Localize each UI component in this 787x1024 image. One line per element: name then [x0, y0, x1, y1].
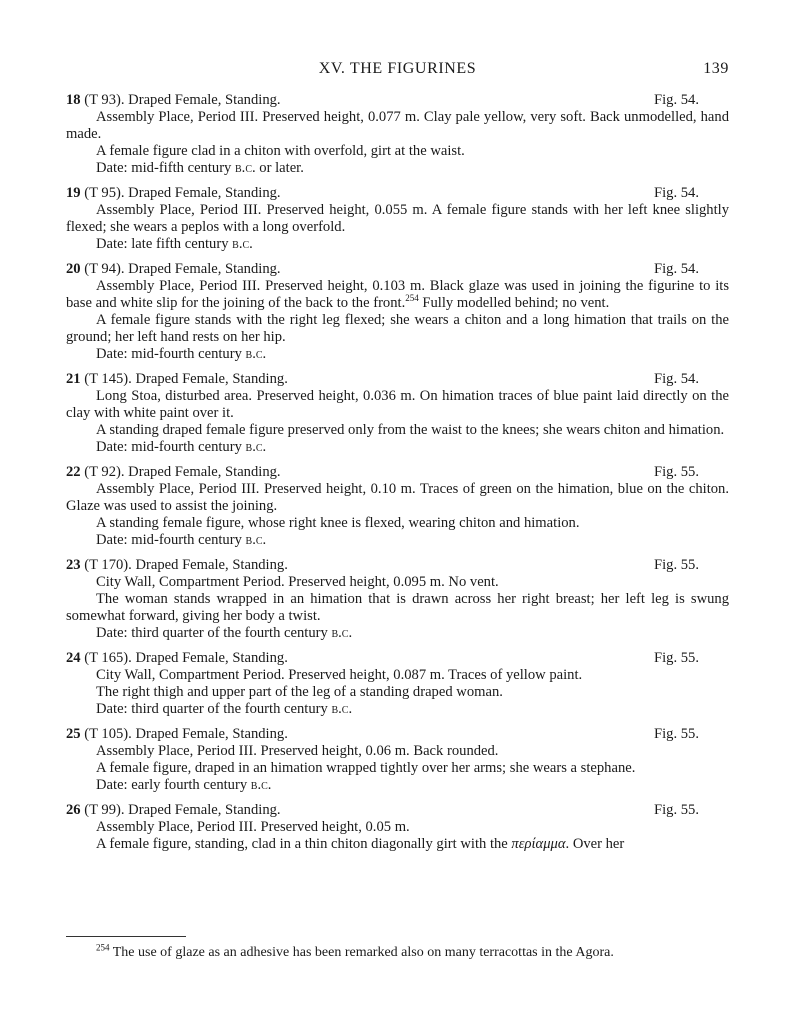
date-line [66, 236, 729, 253]
entry-heading [66, 802, 729, 819]
entry-heading [66, 261, 729, 278]
figure-reference: Fig. 54. [653, 92, 699, 108]
description: Long Stoa, disturbed area. Preserved height, 0.036 m. On himation traces of blue paint laid directly on the clay with white paint over it. [66, 388, 729, 421]
entry-number: 23 [66, 557, 81, 573]
catalogue-id: (T 93). [84, 92, 125, 108]
entry-title: Draped Female, Standing. [135, 557, 288, 573]
entry-title: Draped Female, Standing. [128, 464, 281, 480]
entry-title: Draped Female, Standing. [128, 261, 281, 277]
date-text: Date: third quarter of the fourth century [96, 625, 328, 641]
catalogue-entry [66, 464, 729, 549]
description: Assembly Place, Period III. Preserved height, 0.055 m. A female figure stands with her left knee slightly flexed; she wears a peplos with a long overfold. [66, 202, 729, 235]
catalogue-entry [66, 802, 729, 853]
date-suffix: or later. [255, 160, 304, 176]
entry-number: 21 [66, 371, 81, 387]
date-text: Date: late fifth century [96, 236, 229, 252]
catalogue-entry [66, 92, 729, 177]
date-line [66, 439, 729, 456]
era: b.c. [245, 439, 267, 455]
entry-title: Draped Female, Standing. [135, 726, 288, 742]
description: Assembly Place, Period III. Preserved height, 0.077 m. Clay pale yellow, very soft. Back unmodelled, hand made. [66, 109, 729, 142]
footnote-reference[interactable]: 254 [405, 293, 419, 304]
description [66, 836, 729, 853]
catalogue-entry [66, 557, 729, 642]
era: b.c. [331, 625, 353, 641]
footnote-divider [66, 936, 186, 937]
catalogue-id: (T 170). [84, 557, 132, 573]
description: A female figure stands with the right leg flexed; she wears a chiton and a long himation that trails on the ground; her left hand rests on her hip. [66, 312, 729, 345]
footnote [66, 944, 729, 961]
catalogue-id: (T 94). [84, 261, 125, 277]
entry-heading [66, 371, 729, 388]
description: Assembly Place, Period III. Preserved height, 0.10 m. Traces of green on the himation, blue on the chiton. Glaze was used to assist the joining. [66, 481, 729, 514]
description: Assembly Place, Period III. Preserved height, 0.05 m. [96, 819, 410, 835]
entry-title: Draped Female, Standing. [128, 92, 281, 108]
entry-title: Draped Female, Standing. [135, 650, 288, 666]
date-line [66, 346, 729, 363]
era: b.c. [235, 160, 256, 176]
description-text: Assembly Place, Period III. Preserved height, 0.103 m. Black glaze was used in joining the figurine to its base and white slip for the joining of the back to the front. [66, 278, 729, 311]
catalogue-id: (T 99). [84, 802, 125, 818]
description-text: A female figure, standing, clad in a thin chiton diagonally girt with the [96, 836, 512, 852]
date-line [66, 625, 729, 642]
catalogue-entry [66, 185, 729, 253]
entry-title: Draped Female, Standing. [128, 185, 281, 201]
figure-reference: Fig. 55. [653, 464, 699, 480]
description: City Wall, Compartment Period. Preserved height, 0.087 m. Traces of yellow paint. [96, 667, 583, 683]
description: The right thigh and upper part of the leg of a standing draped woman. [96, 684, 503, 700]
description: A female figure clad in a chiton with overfold, girt at the waist. [96, 143, 465, 159]
entry-number: 25 [66, 726, 81, 742]
era: b.c. [245, 346, 267, 362]
entry-number: 18 [66, 92, 81, 108]
era: b.c. [232, 236, 253, 252]
description [66, 278, 729, 312]
catalogue-entry [66, 261, 729, 363]
figure-reference: Fig. 55. [653, 557, 699, 573]
date-text: Date: mid-fourth century [96, 532, 242, 548]
figure-reference: Fig. 54. [653, 185, 699, 201]
date-text: Date: mid-fifth century [96, 160, 232, 176]
figure-reference: Fig. 55. [653, 650, 699, 666]
running-head [66, 56, 729, 84]
date-text: Date: third quarter of the fourth century [96, 701, 328, 717]
footnote-text: The use of glaze as an adhesive has been remarked also on many terracottas in the Agora. [109, 945, 614, 960]
entry-heading [66, 464, 729, 481]
description: A standing female figure, whose right knee is flexed, wearing chiton and himation. [96, 515, 580, 531]
figure-reference: Fig. 54. [653, 261, 699, 277]
date-line [66, 701, 729, 718]
date-line [66, 777, 729, 794]
date-text: Date: mid-fourth century [96, 439, 242, 455]
entry-title: Draped Female, Standing. [135, 371, 288, 387]
entry-heading [66, 726, 729, 743]
entry-number: 26 [66, 802, 81, 818]
era: b.c. [331, 701, 353, 717]
description: City Wall, Compartment Period. Preserved height, 0.095 m. No vent. [96, 574, 499, 590]
date-line [66, 532, 729, 549]
era: b.c. [245, 532, 267, 548]
catalogue-entry [66, 650, 729, 718]
description-text: . Over her [565, 836, 625, 852]
description: Assembly Place, Period III. Preserved height, 0.06 m. Back rounded. [96, 743, 499, 759]
date-text: Date: early fourth century [96, 777, 248, 793]
entry-heading [66, 557, 729, 574]
figure-reference: Fig. 54. [653, 371, 699, 387]
description: A standing draped female figure preserved only from the waist to the knees; she wears chiton and himation. [96, 422, 725, 438]
era: b.c. [250, 777, 272, 793]
catalogue-entry [66, 371, 729, 456]
entry-heading [66, 92, 729, 109]
chapter-title: XV. THE FIGURINES [318, 60, 477, 77]
description: A female figure, draped in an himation wrapped tightly over her arms; she wears a stephane. [96, 760, 636, 776]
catalogue-id: (T 105). [84, 726, 132, 742]
entry-title: Draped Female, Standing. [128, 802, 281, 818]
catalogue-entry [66, 726, 729, 794]
entry-number: 22 [66, 464, 81, 480]
greek-term: περίαμμα [511, 836, 566, 852]
catalogue-id: (T 92). [84, 464, 125, 480]
entry-heading [66, 185, 729, 202]
entry-number: 24 [66, 650, 81, 666]
catalogue-id: (T 165). [84, 650, 132, 666]
date-text: Date: mid-fourth century [96, 346, 242, 362]
entry-heading [66, 650, 729, 667]
footnote-marker: 254 [96, 942, 110, 953]
entry-number: 20 [66, 261, 81, 277]
date-line [66, 160, 729, 177]
figure-reference: Fig. 55. [653, 802, 699, 818]
description-text: Fully modelled behind; no vent. [418, 295, 610, 311]
catalogue-id: (T 145). [84, 371, 132, 387]
page-number: 139 [703, 60, 729, 77]
catalogue-id: (T 95). [84, 185, 125, 201]
description: The woman stands wrapped in an himation that is drawn across her right breast; her left leg is swung somewhat forward, giving her body a twist. [66, 591, 729, 624]
figure-reference: Fig. 55. [653, 726, 699, 742]
entry-number: 19 [66, 185, 81, 201]
